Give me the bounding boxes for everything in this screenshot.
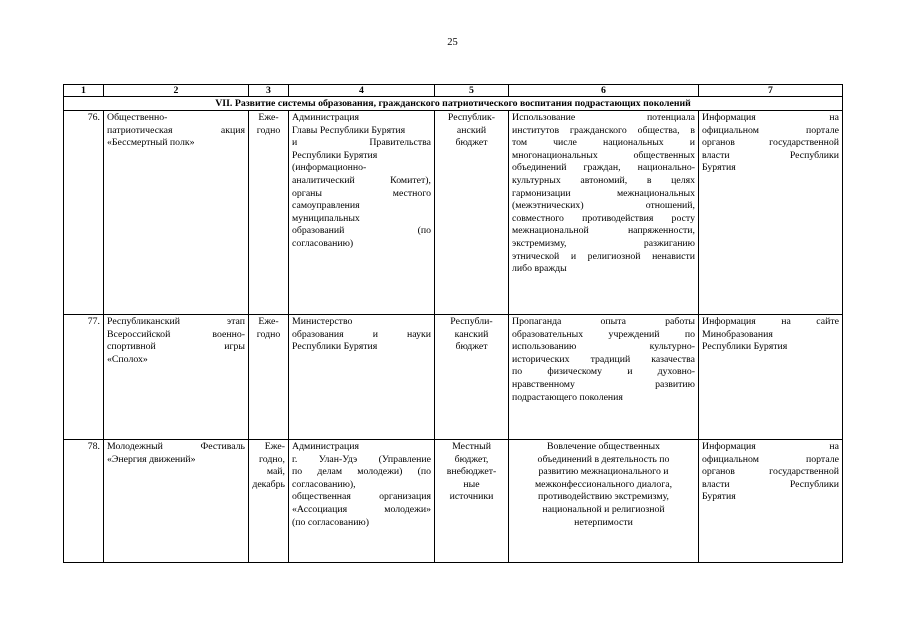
info-line: Бурятия (702, 491, 736, 503)
header-row (64, 85, 843, 97)
goal-line: многонациональных общественных (512, 149, 695, 161)
goal-line: Использование потенциала (512, 112, 695, 123)
goal-line: нетерпимости (574, 516, 633, 528)
event-name-cell (104, 315, 249, 440)
goal-line: по физическому и духовно- (512, 366, 695, 378)
column-header: 2 (104, 85, 249, 97)
period-line: Еже- (258, 112, 279, 123)
funding-line: Местный (452, 441, 491, 452)
executor-line: по делам молодежи) (по (292, 466, 431, 478)
event-name-cell (104, 111, 249, 315)
executor-cell (289, 315, 435, 440)
goal-line: объединений в деятельность по (537, 453, 670, 465)
executor-line: Республики Бурятия (292, 341, 378, 353)
executor-line: согласованию), (292, 478, 356, 490)
column-header: 6 (509, 85, 699, 97)
info-line: власти Республики (702, 149, 839, 161)
page-number: 25 (447, 37, 458, 48)
info-line: официальном портале (702, 124, 839, 136)
goal-line: том числе национальных и (512, 137, 695, 149)
goal-line: развитию межнационального и (538, 466, 669, 478)
period-cell (249, 111, 289, 315)
goal-line: Вовлечение общественных (546, 441, 660, 452)
funding-line: внебюджет- (446, 466, 497, 478)
period-line: годно, (259, 453, 285, 465)
table-row (64, 111, 843, 315)
executor-line: Администрация (292, 112, 359, 123)
executor-line: согласованию) (292, 237, 354, 249)
info-line: официальном портале (702, 453, 839, 465)
funding-line: бюджет (455, 137, 488, 149)
column-header: 5 (435, 85, 509, 97)
goal-line: Пропаганда опыта работы (512, 316, 695, 327)
goal-line: объединений граждан, национально- (512, 162, 695, 174)
info-line: Информация на (702, 441, 839, 452)
goal-line: образовательных учреждений по (512, 328, 695, 340)
info-cell (699, 315, 843, 440)
period-line: годно (256, 124, 281, 136)
goal-line: противодействию экстремизму, (538, 491, 669, 503)
goal-line: национальной и религиозной (542, 503, 665, 515)
period-line: годно (256, 328, 281, 340)
executor-line: Министерство (292, 316, 353, 327)
event-line: спортивной игры (107, 341, 245, 353)
period-line: Еже- (258, 316, 279, 327)
column-header: 4 (289, 85, 435, 97)
row-number: 77. (64, 315, 104, 440)
event-line: Молодежный Фестиваль (107, 441, 245, 452)
info-cell (699, 111, 843, 315)
info-line: Информация на (702, 112, 839, 123)
period-line: Еже- (264, 441, 285, 452)
executor-line: самоуправления (292, 200, 360, 212)
funding-line: Республи- (450, 316, 493, 327)
funding-line: ные (463, 478, 480, 490)
event-line: «Сполох» (107, 353, 148, 365)
funding-line: Республик- (447, 112, 496, 123)
funding-cell (435, 440, 509, 563)
funding-line: бюджет, (454, 453, 489, 465)
goal-line: межконфессионального диалога, (534, 478, 673, 490)
event-line: «Энергия движений» (107, 453, 196, 465)
executor-line: «Ассоциация молодежи» (292, 503, 431, 515)
goal-line: либо вражды (512, 263, 567, 275)
executor-line: и Правительства (292, 137, 431, 149)
info-line: органов государственной (702, 137, 839, 149)
funding-line: анский (456, 124, 487, 136)
event-name-cell (104, 440, 249, 563)
executor-cell (289, 111, 435, 315)
executor-line: (информационно- (292, 162, 367, 174)
column-header: 3 (249, 85, 289, 97)
funding-line: источники (449, 491, 494, 503)
goal-line: экстремизму, разжиганию (512, 237, 695, 249)
goal-line: этнической и религиозной ненависти (512, 250, 695, 262)
table-row (64, 440, 843, 563)
event-line: патриотическая акция (107, 124, 245, 136)
row-number: 76. (64, 111, 104, 315)
table-row (64, 315, 843, 440)
goal-line: культурных автономий, в целях (512, 174, 695, 186)
period-line: май, (266, 466, 285, 478)
goal-line: межнациональной напряженности, (512, 225, 695, 237)
section-row (64, 97, 843, 111)
info-cell (699, 440, 843, 563)
info-line: Минобразования (702, 328, 773, 340)
period-cell (249, 440, 289, 563)
goal-line: гармонизации межнациональных (512, 187, 695, 199)
executor-line: органы местного (292, 187, 431, 199)
info-line: Республики Бурятия (702, 341, 788, 353)
goal-line: совместного противодействия росту (512, 212, 695, 224)
event-line: Всероссийской военно- (107, 328, 245, 340)
info-line: Бурятия (702, 162, 736, 174)
info-line: власти Республики (702, 478, 839, 490)
column-header: 7 (699, 85, 843, 97)
goal-cell (509, 111, 699, 315)
executor-line: общественная организация (292, 491, 431, 503)
info-line: Информация на сайте (702, 316, 839, 327)
executor-line: образования и науки (292, 328, 431, 340)
goal-line: (межэтнических) отношений, (512, 200, 695, 212)
event-line: Общественно- (107, 112, 168, 123)
goal-line: нравственному развитию (512, 378, 695, 390)
goal-line: исторических традиций казачества (512, 353, 695, 365)
row-number: 78. (64, 440, 104, 563)
executor-line: образований (по (292, 225, 431, 237)
executor-line: Администрация (292, 441, 359, 452)
executor-line: Главы Республики Бурятия (292, 124, 406, 136)
executor-line: (по согласованию) (292, 516, 370, 528)
executor-cell (289, 440, 435, 563)
executor-line: муниципальных (292, 212, 360, 224)
events-plan-table (63, 84, 843, 563)
info-line: органов государственной (702, 466, 839, 478)
funding-line: бюджет (455, 341, 488, 353)
executor-line: г. Улан-Удэ (Управление (292, 453, 431, 465)
period-line: декабрь (252, 478, 285, 490)
goal-line: институтов гражданского общества, в (512, 124, 695, 136)
funding-cell (435, 111, 509, 315)
goal-cell (509, 315, 699, 440)
goal-line: использованию культурно- (512, 341, 695, 353)
section-title: VII. Развитие системы образования, гражданского патриотического воспитания подрастающих поколений (64, 97, 843, 111)
column-header: 1 (64, 85, 104, 97)
funding-line: канский (454, 328, 489, 340)
period-cell (249, 315, 289, 440)
event-line: «Бессмертный полк» (107, 137, 195, 149)
goal-line: подрастающего поколения (512, 391, 623, 403)
goal-cell (509, 440, 699, 563)
executor-line: Республики Бурятия (292, 149, 378, 161)
funding-cell (435, 315, 509, 440)
event-line: Республиканский этап (107, 316, 245, 327)
executor-line: аналитический Комитет), (292, 174, 431, 186)
